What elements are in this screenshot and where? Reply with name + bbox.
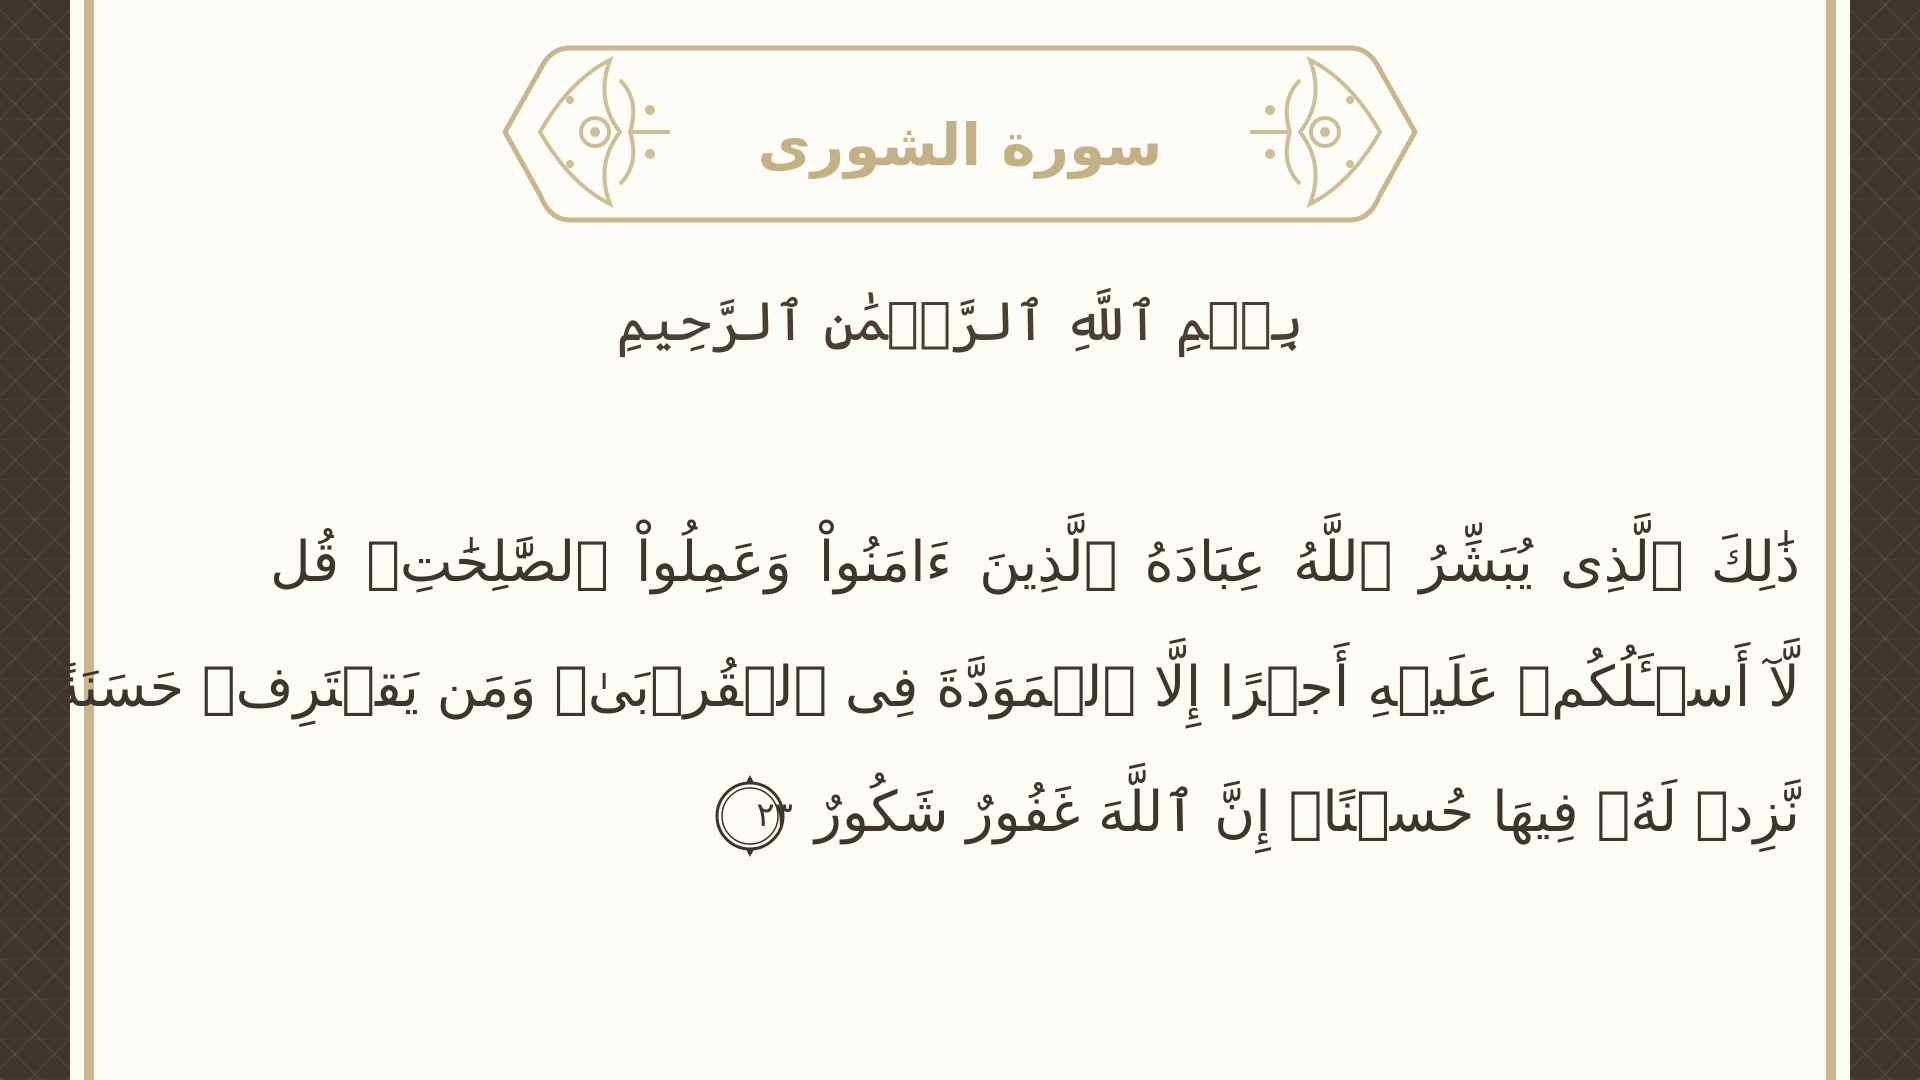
ayah-end-marker	[707, 773, 793, 859]
verse-line-3-text: نَّزِدۡ لَهُۥ فِيهَا حُسۡنًاۚ إِنَّ ٱللَّهَ غَفُورٌ شَكُورٌ	[814, 780, 1800, 845]
surah-title-frame	[500, 40, 1420, 230]
right-pattern-border	[1850, 0, 1920, 1080]
left-pattern-border	[0, 0, 70, 1080]
verse-line-3	[270, 750, 1800, 875]
verse-line-1: ذَٰلِكَ ٱلَّذِى يُبَشِّرُ ٱللَّهُ عِبَادَهُ ٱلَّذِينَ ءَامَنُواْ وَعَمِلُواْ ٱلصَّٰلِحَٰتِۗ قُل	[270, 530, 1800, 595]
verse-block	[52, 500, 1800, 875]
verse-line-2: لَّآ أَسۡـَٔلُكُمۡ عَلَيۡهِ أَجۡرًا إِلَّا ٱلۡمَوَدَّةَ فِى ٱلۡقُرۡبَىٰۗ وَمَن يَقۡتَرِفۡ حَسَنَةً	[52, 655, 1800, 720]
ayah-number: ٢٣	[756, 794, 793, 835]
surah-title: سورة الشورى	[757, 111, 1163, 179]
right-gold-rule	[1826, 0, 1836, 1080]
left-gold-rule	[84, 0, 94, 1080]
basmala: بِسۡمِ ٱللَّهِ ٱلرَّحۡمَٰنِ ٱلرَّحِيمِ	[616, 290, 1304, 353]
